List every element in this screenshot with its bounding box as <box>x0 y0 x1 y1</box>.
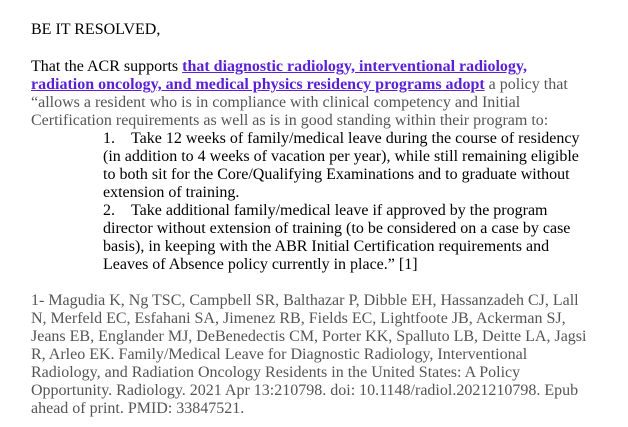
reference-citation: 1- Magudia K, Ng TSC, Campbell SR, Balthazar P, Dibble EH, Hassanzadeh CJ, Lall N, Merfeld EC, Esfahani SA, Jimenez RB, Fields EC, Lightfoote JB, Ackerman SJ, Jeans EB, Englander MJ, DeBenedectis CM, Porter KK, Spalluto LB, Deitte LA, Jagsi R, Arleo EK. Family/Medical Leave for Diagnostic Radiology, Interventional Radiology, and Radiation Oncology Residents in the United States: A Policy Opportunity. Radiology. 2021 Apr 13:210798. doi: 10.1148/radiol.2021210798. Epub ahead of print. PMID: 33847521. <box>31 292 587 417</box>
intro-prefix: That the ACR supports <box>31 58 179 75</box>
list-item-number: 1. <box>103 130 115 147</box>
intro-suffix: a policy that “allows a resident who is in compliance with clinical competency and Initial Certification requirements as well as is in good standing within their program to: <box>31 76 568 129</box>
list-item <box>103 130 593 202</box>
list-item <box>103 202 593 274</box>
list-item-text: Take additional family/medical leave if approved by the program director without extension of training (to be considered on a case by case basis), in keeping with the ABR Initial Certification requirements and Leaves of Absence policy currently in place.” [1] <box>103 202 571 273</box>
resolution-heading: BE IT RESOLVED, <box>31 21 161 38</box>
policy-link[interactable]: that diagnostic radiology, interventional radiology, radiation oncology, and medical physics residency programs adopt <box>31 58 528 93</box>
list-item-text: Take 12 weeks of family/medical leave during the course of residency (in addition to 4 weeks of vacation per year), while still remaining eligible to both sit for the Core/Qualifying Examinations and to graduate without extension of training. <box>103 130 580 201</box>
list-item-number: 2. <box>103 202 115 219</box>
policy-list <box>103 130 593 274</box>
resolution-intro <box>31 58 591 130</box>
